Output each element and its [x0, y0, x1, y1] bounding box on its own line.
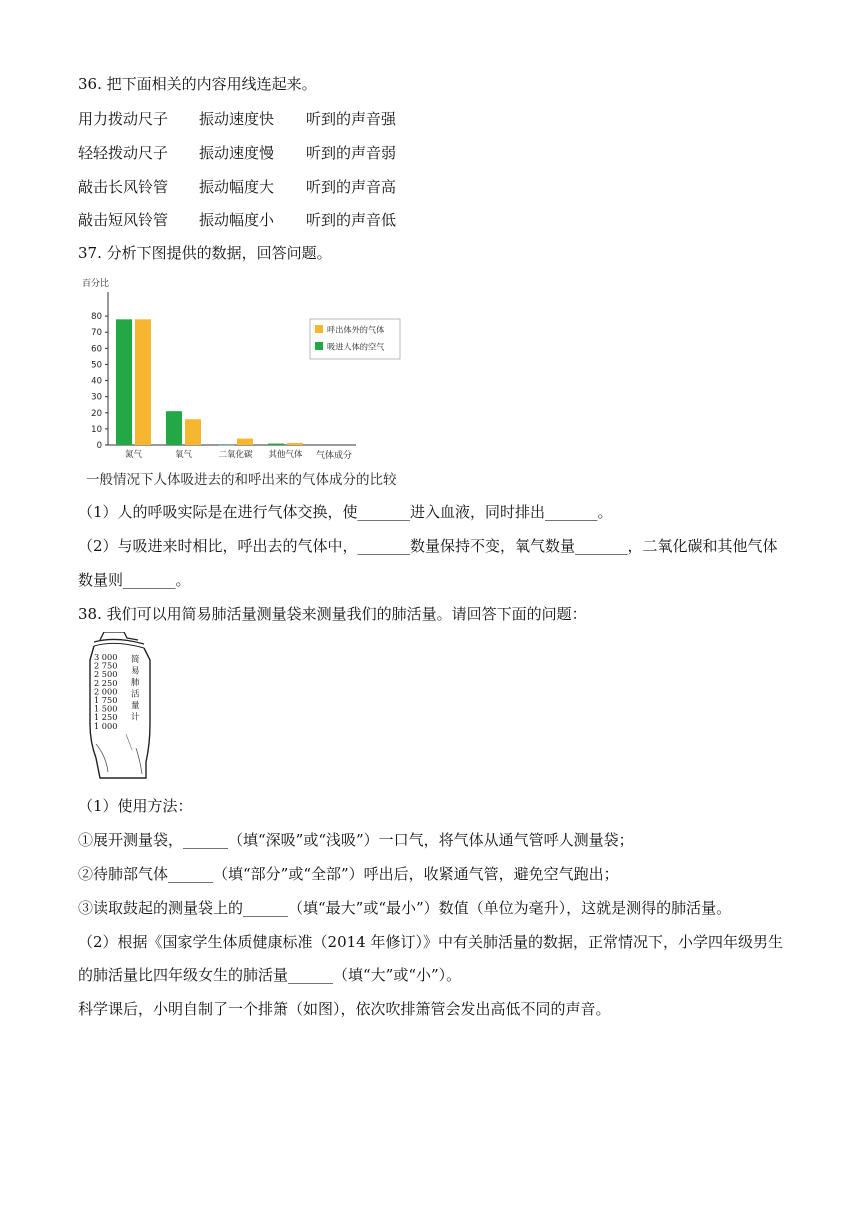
y-tick-label: 50 — [91, 360, 102, 371]
legend-label: 呼出体外的气体 — [327, 324, 385, 335]
chart-xlabel: 气体成分 — [316, 451, 353, 461]
bag-label-char: 易 — [131, 666, 140, 677]
bag-label-char: 活 — [131, 689, 140, 700]
scale-value: 3 000 — [94, 652, 118, 662]
scale-value: 2 250 — [94, 677, 118, 688]
legend-swatch — [315, 325, 323, 333]
q37-question-1: （1）人的呼吸实际是在进行气体交换，使_______进入血液，同时排出_______。 — [78, 503, 613, 521]
q37-title: 37. 分析下图提供的数据，回答问题。 — [78, 244, 332, 262]
bar — [268, 444, 284, 445]
bar — [185, 419, 201, 445]
y-tick-label: 30 — [91, 392, 102, 403]
y-tick-label: 70 — [91, 328, 102, 339]
x-tick-label: 氮气 — [124, 450, 143, 460]
match-sound: 听到的声音高 — [306, 178, 397, 196]
y-tick-label: 0 — [96, 441, 102, 451]
bar — [287, 443, 303, 445]
x-tick-label: 氧气 — [174, 450, 193, 460]
match-sound: 听到的声音强 — [306, 110, 397, 128]
scale-value: 2 000 — [94, 686, 118, 697]
chart-ylabel: 百分比 — [82, 279, 110, 289]
bar — [166, 411, 182, 445]
match-vibration: 振动速度慢 — [199, 144, 275, 162]
x-tick-label: 其他气体 — [268, 450, 303, 460]
q38-question-2-continued: 的肺活量比四年级女生的肺活量______（填“大”或“小”）。 — [78, 966, 462, 984]
bag-label-char: 简 — [131, 655, 140, 665]
spirometer-bag-figure — [86, 632, 156, 786]
y-tick-label: 10 — [91, 424, 102, 435]
match-vibration: 振动幅度小 — [199, 211, 275, 229]
match-action: 轻轻拨动尺子 — [78, 144, 169, 162]
legend-swatch — [315, 342, 323, 350]
y-tick-label: 20 — [91, 408, 102, 419]
method-step-2: ②待肺部气体______（填“部分”或“全部”）呼出后，收紧通气管，避免空气跑出； — [78, 865, 619, 883]
y-tick-label: 40 — [91, 376, 102, 387]
scale-value: 2 500 — [94, 669, 118, 680]
legend-label: 吸进人体的空气 — [327, 341, 385, 352]
bar-chart-svg — [76, 272, 406, 468]
match-sound: 听到的声音弱 — [306, 144, 397, 162]
y-tick-label: 80 — [91, 312, 102, 323]
method-title: （1）使用方法： — [78, 797, 193, 815]
x-tick-label: 二氧化碳 — [218, 450, 253, 460]
q37-question-2-continued: 数量则_______。 — [78, 571, 191, 589]
scale-value: 1 250 — [94, 712, 118, 723]
match-action: 敲击短风铃管 — [78, 211, 169, 229]
y-tick-label: 60 — [91, 344, 102, 355]
scale-value: 2 750 — [94, 660, 118, 671]
closing-paragraph: 科学课后，小明自制了一个排箫（如图），依次吹排箫管会发出高低不同的声音。 — [78, 1000, 611, 1018]
bar — [218, 445, 234, 446]
match-vibration: 振动速度快 — [199, 110, 275, 128]
scale-value: 1 500 — [94, 703, 118, 714]
method-step-3: ③读取鼓起的测量袋上的______（填“最大”或“最小”）数值（单位为毫升），这就是测得的肺活量。 — [78, 899, 732, 917]
bar — [116, 319, 132, 445]
method-step-1: ①展开测量袋，______（填“深吸”或“浅吸”）一口气，将气体从通气管呼人测量袋； — [78, 831, 634, 849]
q37-question-2: （2）与吸进来时相比，呼出去的气体中，_______数量保持不变，氧气数量_______，二氧化碳和其他气体 — [78, 537, 778, 555]
bag-label-char: 量 — [131, 701, 140, 711]
q36-title: 36. 把下面相关的内容用线连起来。 — [78, 75, 317, 93]
spirometer-bag-icon — [86, 632, 156, 782]
scale-value: 1 000 — [94, 720, 118, 731]
chart-title: 一般情况下人体吸进去的和呼出来的气体成分的比较 — [86, 472, 397, 488]
bar — [237, 439, 253, 445]
match-action: 用力拨动尺子 — [78, 110, 169, 128]
match-sound: 听到的声音低 — [306, 211, 397, 229]
q38-question-2: （2）根据《国家学生体质健康标准（2014 年修订）》中有关肺活量的数据，正常情况下，小学四年级男生 — [78, 933, 783, 951]
chart-legend — [310, 319, 400, 359]
bag-label-char: 计 — [131, 712, 140, 723]
q38-title: 38. 我们可以用简易肺活量测量袋来测量我们的肺活量。请回答下面的问题： — [78, 605, 587, 623]
match-action: 敲击长风铃管 — [78, 178, 169, 196]
match-vibration: 振动幅度大 — [199, 178, 275, 196]
gas-composition-chart — [76, 272, 406, 487]
bag-label-char: 肺 — [131, 678, 140, 688]
scale-value: 1 750 — [94, 695, 118, 705]
bar — [135, 319, 151, 445]
